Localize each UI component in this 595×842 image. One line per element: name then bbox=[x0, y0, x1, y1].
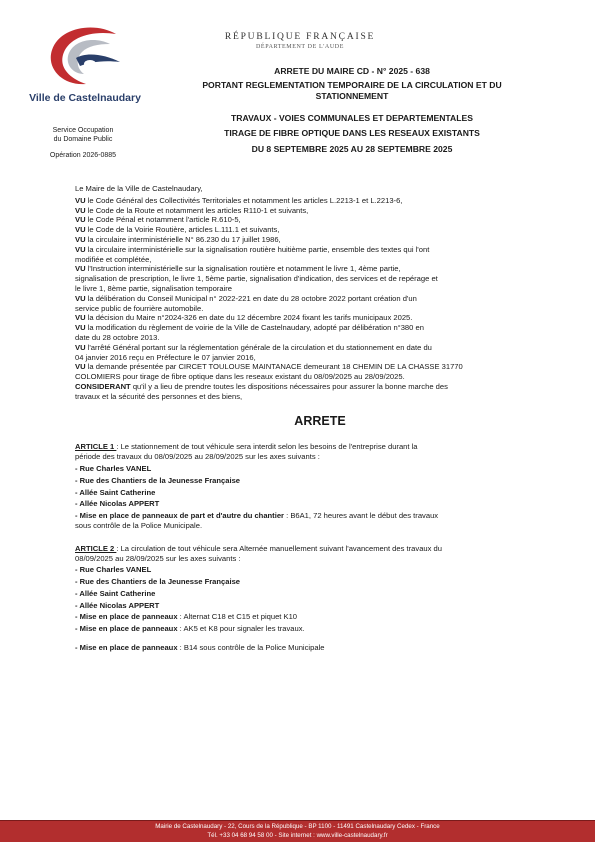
arrete-title: ARRETE bbox=[294, 413, 346, 428]
footer-band bbox=[0, 820, 595, 821]
operation-number: Opération 2026-0885 bbox=[49, 152, 117, 159]
article-2-line: 08/09/2025 au 28/09/2025 sur les axes suivants : bbox=[75, 553, 241, 563]
vu-keyword: VU bbox=[75, 342, 86, 352]
vu-item: signalisation de prescription, le livre 1, 5ème partie, signalisation d'indication, des services et de repérage et bbox=[75, 274, 438, 284]
decree-subject-line: STATIONNEMENT bbox=[315, 91, 389, 101]
considerant-line: travaux et la sécurité des personnes et des biens, bbox=[75, 391, 243, 401]
vu-item: 04 janvier 2016 reçu en Préfecture le 07 janvier 2016, bbox=[75, 352, 256, 362]
vu-item: VU la délibération du Conseil Municipal n° 2022-221 en date du 28 octobre 2022 portant création d'un bbox=[75, 293, 417, 303]
vu-item: VU l'arrêté Général portant sur la réglementation générale de la circulation et du stationnement en date du bbox=[75, 342, 432, 352]
republic-title: RÉPUBLIQUE FRANÇAISE bbox=[224, 32, 376, 42]
vu-keyword: VU bbox=[75, 195, 86, 205]
vu-item: service public de fourrière automobile. bbox=[75, 303, 204, 313]
street-item: - Allée Nicolas APPERT bbox=[75, 600, 160, 610]
vu-item: VU l'Instruction interministérielle sur la signalisation routière et notamment le livre 1, 4ème partie, bbox=[75, 264, 401, 274]
city-emblem-icon bbox=[46, 24, 124, 90]
footer-contact: Tél. +33 04 68 94 58 00 - Site internet : www.ville-castelnaudary.fr bbox=[207, 832, 388, 839]
vu-keyword: VU bbox=[75, 323, 86, 333]
intro-line: Le Maire de la Ville de Castelnaudary, bbox=[75, 184, 203, 193]
panel-line: sous contrôle de la Police Municipale. bbox=[75, 520, 203, 530]
vu-item: VU la circulaire interministérielle N° 86.230 du 17 juillet 1986, bbox=[75, 234, 281, 244]
street-item: - Allée Saint Catherine bbox=[75, 588, 156, 598]
vu-item: VU la demande présentée par CIRCET TOULOUSE MAINTANACE demeurant 18 CHEMIN DE LA CHASSE 31770 bbox=[75, 362, 463, 372]
vu-item: VU le Code Pénal et notamment l'article R.610-5, bbox=[75, 215, 241, 225]
decree-subject-line: PORTANT REGLEMENTATION TEMPORAIRE DE LA CIRCULATION ET DU bbox=[202, 80, 502, 90]
street-item: - Rue Charles VANEL bbox=[75, 463, 152, 473]
vu-item: VU le Code Général des Collectivités Territoriales et notamment les articles L.2213-1 et L.2213-6, bbox=[75, 195, 403, 205]
street-item: - Allée Saint Catherine bbox=[75, 487, 156, 497]
vu-keyword: VU bbox=[75, 264, 86, 274]
panel-line: - Mise en place de panneaux de part et d'autre du chantier : B6A1, 72 heures avant le début des travaux bbox=[75, 511, 439, 521]
vu-item: VU la circulaire interministérielle sur la signalisation routière huitième partie, ensemble des textes qui l'ont bbox=[75, 244, 430, 254]
street-item: - Rue des Chantiers de la Jeunesse Française bbox=[75, 475, 241, 485]
panel-line: - Mise en place de panneaux : Alternat C18 et C15 et piquet K10 bbox=[75, 612, 298, 622]
works-description: TIRAGE DE FIBRE OPTIQUE DANS LES RESEAUX EXISTANTS bbox=[224, 128, 480, 138]
article-2-line: ARTICLE 2 : La circulation de tout véhicule sera Alternée manuellement suivant l'avancement des travaux du bbox=[75, 543, 442, 553]
service-block bbox=[20, 126, 146, 160]
considerant-line: CONSIDERANT qu'il y a lieu de prendre toutes les dispositions nécessaires pour assurer la bonne marche des bbox=[75, 381, 448, 391]
vu-item: VU le Code de la Voirie Routière, articles L.111.1 et suivants, bbox=[75, 225, 280, 235]
city-logo bbox=[20, 24, 150, 104]
article-2 bbox=[75, 544, 565, 653]
department-title: DÉPARTEMENT DE L'AUDE bbox=[256, 44, 344, 50]
vu-item: VU la décision du Maire n°2024-326 en date du 12 décembre 2024 fixant les tarifs municipaux 2025. bbox=[75, 313, 413, 323]
works-title: TRAVAUX - VOIES COMMUNALES ET DEPARTEMENTALES bbox=[231, 113, 473, 123]
article-1 bbox=[75, 442, 565, 530]
page-footer bbox=[0, 820, 595, 842]
decree-headers bbox=[162, 66, 542, 155]
city-name: Ville de Castelnaudary bbox=[29, 92, 141, 104]
article-1-line: période des travaux du 08/09/2025 au 28/09/2025 sur les axes suivants : bbox=[75, 452, 320, 462]
vu-keyword: VU bbox=[75, 313, 86, 323]
service-line: du Domaine Public bbox=[53, 136, 113, 143]
vu-keyword: VU bbox=[75, 244, 86, 254]
panel-line: - Mise en place de panneaux : AK5 et K8 pour signaler les travaux. bbox=[75, 624, 305, 634]
street-item: - Rue des Chantiers de la Jeunesse Française bbox=[75, 577, 241, 587]
article-2-label: ARTICLE 2 bbox=[75, 543, 117, 553]
vu-list bbox=[75, 196, 565, 382]
article-1-label: ARTICLE 1 bbox=[75, 442, 117, 452]
vu-keyword: VU bbox=[75, 293, 86, 303]
street-item: - Rue Charles VANEL bbox=[75, 565, 152, 575]
footer-address: Mairie de Castelnaudary - 22, Cours de la République - BP 1100 - 11491 Castelnaudary Cedex - France bbox=[155, 823, 440, 830]
vu-item: VU la modification du règlement de voirie de la Ville de Castelnaudary, adopté par délibération n°380 en bbox=[75, 323, 424, 333]
decree-body bbox=[75, 184, 565, 653]
article-1-line: ARTICLE 1 : Le stationnement de tout véhicule sera interdit selon les besoins de l'entreprise durant la bbox=[75, 442, 418, 452]
vu-item: COLOMIERS pour tirage de fibre optique dans les reseaux existant du 08/09/2025 au 28/09/2025. bbox=[75, 372, 405, 382]
panel-line: - Mise en place de panneaux : B14 sous contrôle de la Police Municipale bbox=[75, 643, 325, 653]
considerant-block bbox=[75, 382, 565, 402]
vu-keyword: VU bbox=[75, 225, 86, 235]
considerant-keyword: CONSIDERANT bbox=[75, 381, 131, 391]
street-item: - Allée Nicolas APPERT bbox=[75, 499, 160, 509]
vu-keyword: VU bbox=[75, 215, 86, 225]
service-line: Service Occupation bbox=[52, 127, 114, 134]
vu-item: le livre 1, 8ème partie, signalisation temporaire bbox=[75, 283, 233, 293]
vu-keyword: VU bbox=[75, 362, 86, 372]
republic-header bbox=[215, 32, 385, 50]
vu-keyword: VU bbox=[75, 205, 86, 215]
decree-number: ARRETE DU MAIRE CD - N° 2025 - 638 bbox=[274, 66, 430, 76]
vu-item: modifiée et complétée, bbox=[75, 254, 152, 264]
works-period: DU 8 SEPTEMBRE 2025 AU 28 SEPTEMBRE 2025 bbox=[251, 144, 453, 154]
vu-keyword: VU bbox=[75, 234, 86, 244]
vu-item: date du 28 octobre 2013. bbox=[75, 332, 160, 342]
vu-item: VU le Code de la Route et notamment les articles R110-1 et suivants, bbox=[75, 205, 309, 215]
